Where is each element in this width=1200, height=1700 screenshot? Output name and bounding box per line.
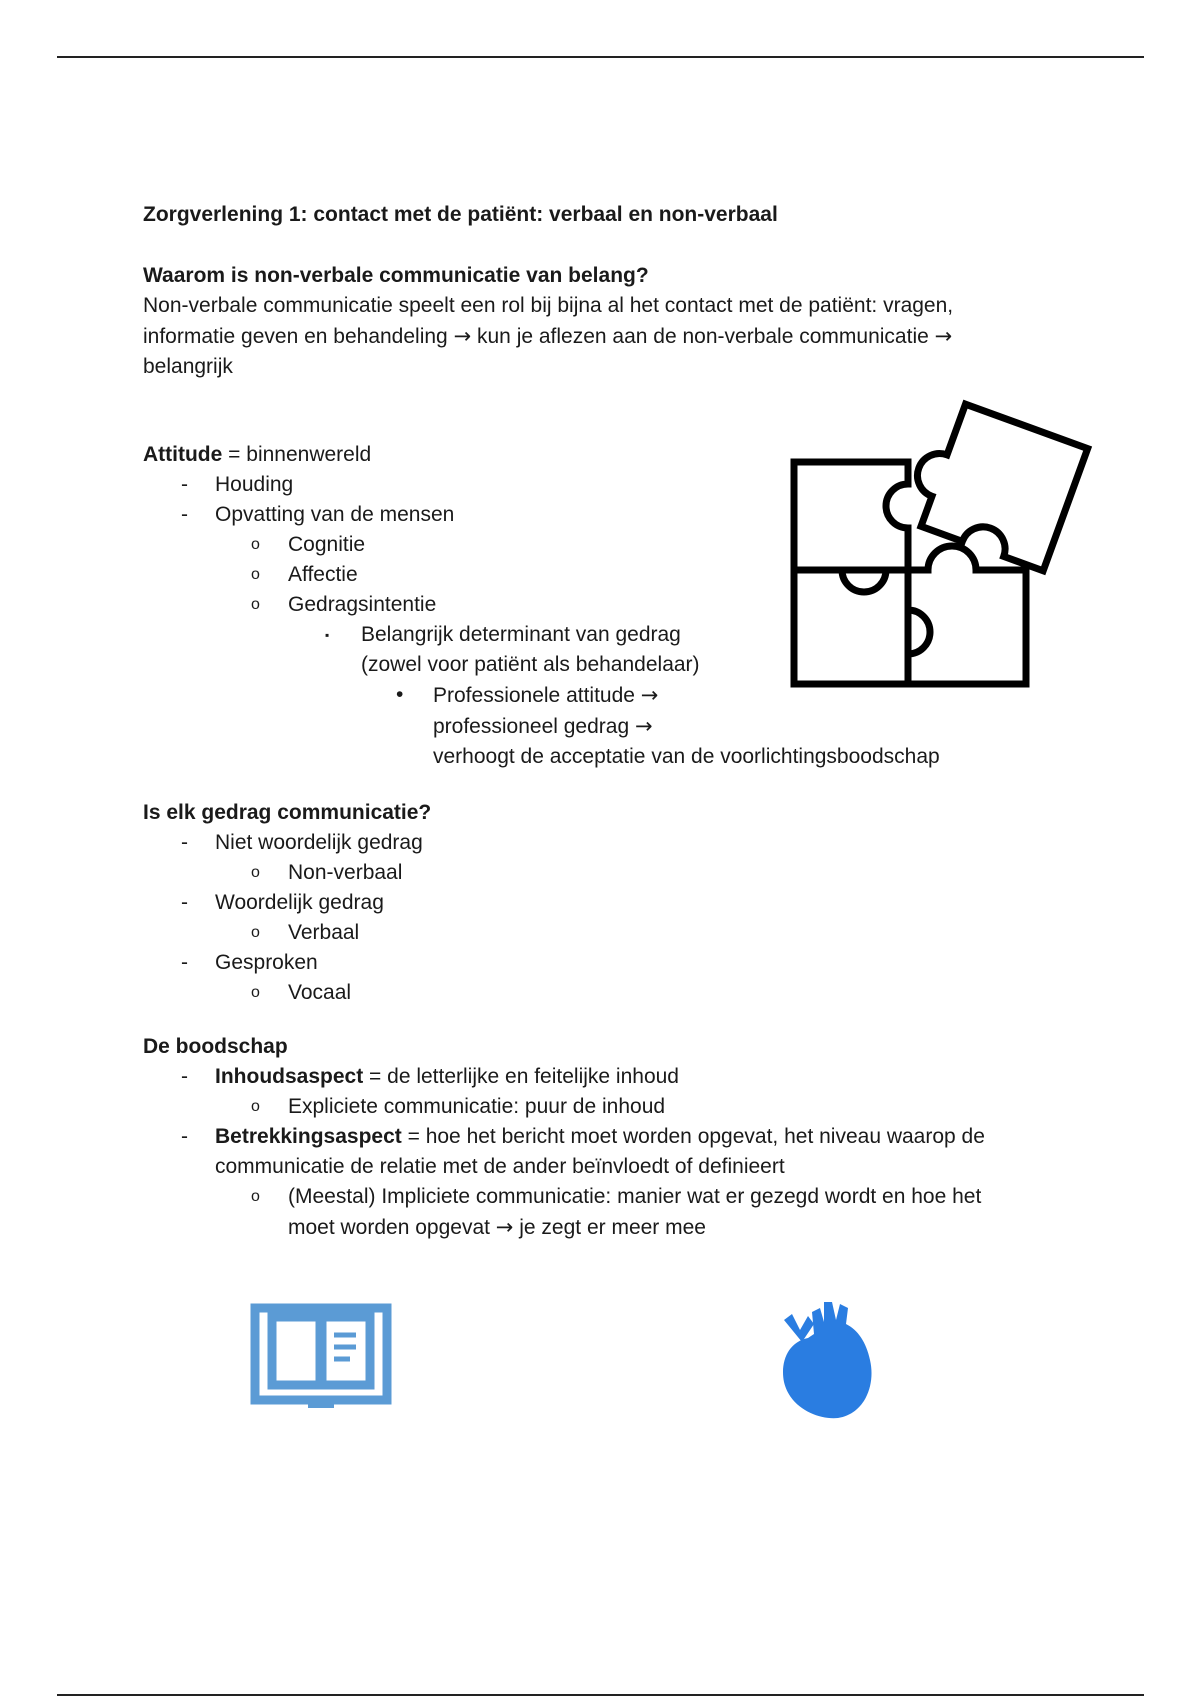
document-body — [143, 200, 1043, 1243]
section-heading-importance: Waarom is non-verbale communicatie van belang? — [143, 264, 649, 287]
list-item: - Betrekkingsaspect = hoe het bericht moet worden opgevat, het niveau waarop de — [181, 1125, 985, 1148]
paragraph-line: informatie geven en behandeling → kun je aflezen aan de non-verbale communicatie → — [143, 324, 953, 348]
list-item-continuation: verhoogt de acceptatie van de voorlichtingsboodschap — [433, 745, 940, 768]
footer-rule — [57, 1694, 1144, 1696]
list-item: - Inhoudsaspect = de letterlijke en feitelijke inhoud — [181, 1065, 679, 1088]
arrow-right-icon: → — [640, 683, 659, 707]
list-item: o Non-verbaal — [251, 861, 403, 884]
arrow-right-icon: → — [495, 1215, 514, 1239]
list-item: o Cognitie — [251, 533, 366, 556]
header-rule — [57, 56, 1144, 58]
section-heading-behavior: Is elk gedrag communicatie? — [143, 801, 432, 824]
puzzle-icon — [780, 392, 1100, 692]
arrow-right-icon: → — [934, 324, 953, 348]
list-item: ▪ Belangrijk determinant van gedrag — [325, 623, 681, 646]
list-item-continuation: professioneel gedrag → — [433, 714, 653, 738]
list-item: - Niet woordelijk gedrag — [181, 831, 423, 854]
paragraph-line: Non-verbale communicatie speelt een rol bij bijna al het contact met de patiënt: vragen, — [143, 294, 954, 317]
list-item-continuation: communicatie de relatie met de ander beïnvloedt of definieert — [215, 1155, 785, 1178]
list-item: • Professionele attitude → — [396, 683, 659, 707]
list-item: o (Meestal) Impliciete communicatie: manier wat er gezegd wordt en hoe het — [251, 1185, 982, 1208]
arrow-right-icon: → — [634, 714, 653, 738]
list-item: - Houding — [181, 473, 294, 496]
list-item: - Gesproken — [181, 951, 318, 974]
list-item-continuation: (zowel voor patiënt als behandelaar) — [361, 653, 700, 676]
list-item: - Opvatting van de mensen — [181, 503, 455, 526]
list-item-continuation: moet worden opgevat → je zegt er meer mee — [288, 1215, 706, 1239]
arrow-right-icon: → — [453, 324, 472, 348]
list-item: o Expliciete communicatie: puur de inhoud — [251, 1095, 666, 1118]
book-icon — [250, 1303, 392, 1409]
list-item: o Gedragsintentie — [251, 593, 437, 616]
list-item: o Affectie — [251, 563, 358, 586]
paragraph-line: belangrijk — [143, 355, 233, 378]
page-title: Zorgverlening 1: contact met de patiënt: verbaal en non-verbaal — [143, 203, 778, 226]
attitude-definition: Attitude = binnenwereld — [143, 443, 372, 466]
list-item: - Woordelijk gedrag — [181, 891, 384, 914]
list-item: o Verbaal — [251, 921, 360, 944]
heart-icon — [778, 1290, 878, 1420]
section-heading-message: De boodschap — [143, 1035, 288, 1058]
list-item: o Vocaal — [251, 981, 352, 1004]
